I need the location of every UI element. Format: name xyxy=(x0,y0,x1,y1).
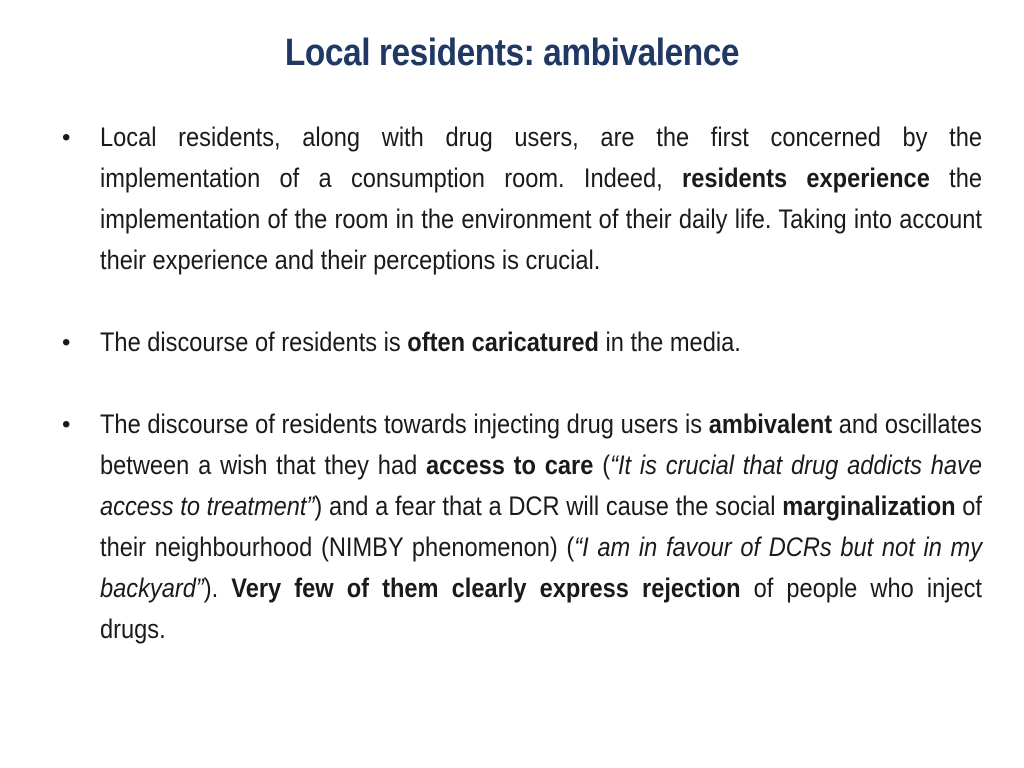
text-run: and oscillates between a wish that they had xyxy=(100,409,982,480)
bullet-dot-icon: • xyxy=(62,411,71,438)
bullet-list xyxy=(56,117,982,691)
bullet-text xyxy=(100,117,982,281)
text-run: of their neighbourhood (NIMBY phenomenon) ( xyxy=(100,491,982,562)
bullet-dot-icon: • xyxy=(62,124,71,151)
quote-text-run: “It is crucial that drug addicts have access to treatment” xyxy=(100,450,982,521)
text-run: Local residents, along with drug users, are the first concerned by the implementation of a consumption room. Indeed, xyxy=(100,122,982,193)
bullet-dot-icon: • xyxy=(62,329,71,356)
bullet-text xyxy=(100,322,982,363)
text-run: in the media. xyxy=(598,327,741,357)
bold-text-run: often caricatured xyxy=(407,327,599,357)
slide-title: Local residents: ambivalence xyxy=(284,32,740,74)
text-run: The discourse of residents towards injecting drug users is xyxy=(100,409,709,439)
bullet-item xyxy=(56,404,982,650)
text-run: The discourse of residents is xyxy=(100,327,408,357)
text-run: of people who inject drugs. xyxy=(100,573,982,644)
text-run: the implementation of the room in the environment of their daily life. Taking into account their experience and their perceptions is crucial. xyxy=(100,163,982,275)
bold-text-run: marginalization xyxy=(782,491,956,521)
text-run: ( xyxy=(593,450,611,480)
bullet-text xyxy=(100,404,982,650)
text-run: ). xyxy=(203,573,232,603)
bold-text-run: residents experience xyxy=(682,163,930,193)
quote-text-run: “I am in favour of DCRs but not in my backyard” xyxy=(100,532,983,603)
bold-text-run: Very few of them clearly express rejection xyxy=(231,573,741,603)
bullet-item xyxy=(56,322,982,363)
bullet-item xyxy=(56,117,982,281)
bold-text-run: ambivalent xyxy=(708,409,833,439)
bold-text-run: access to care xyxy=(426,450,594,480)
text-run: ) and a fear that a DCR will cause the social xyxy=(314,491,783,521)
